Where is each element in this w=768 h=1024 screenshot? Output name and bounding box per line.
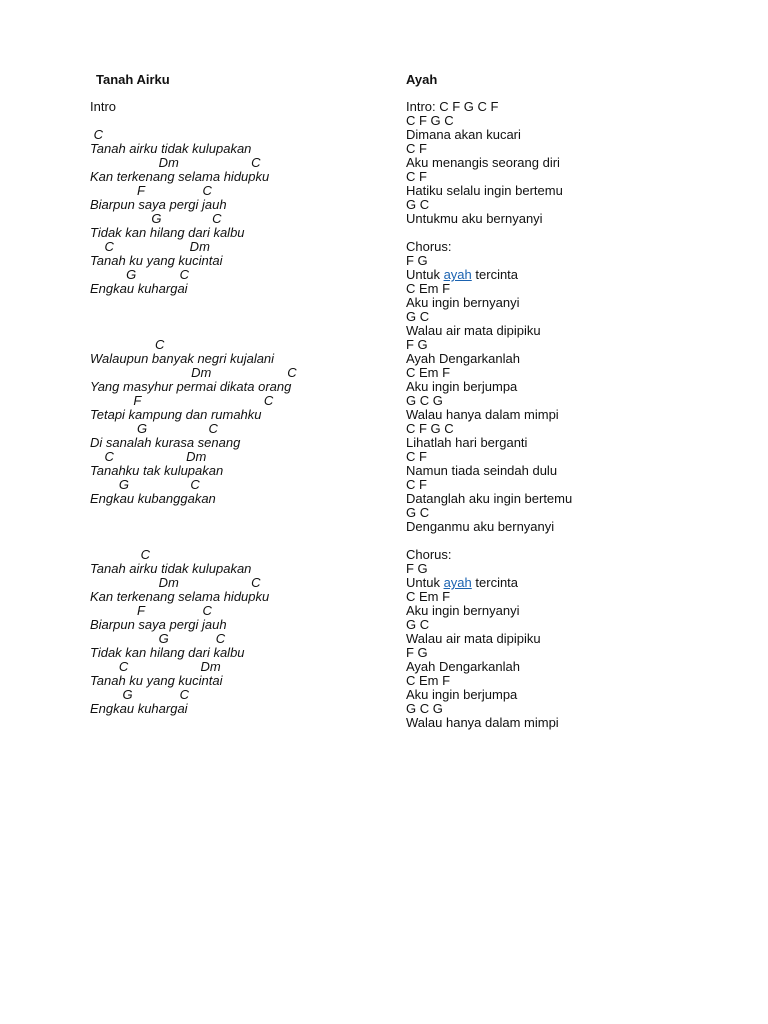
text-line: Aku ingin berjumpa [406,379,518,394]
lyric-line: Biarpun saya pergi jauh [90,197,227,212]
song-tanah-airku [90,72,390,716]
text-line: C F G C [406,113,454,128]
blank-line [90,310,390,324]
text-line: C Em F [406,589,451,604]
lyric-line: Tetapi kampung dan rumahku [90,407,262,422]
text-line: Chorus: [406,547,452,562]
chord-line: G C [90,687,189,702]
text-line: Untukmu aku bernyanyi [406,211,543,226]
lyric-line: Tanah ku yang kucintai [90,253,223,268]
text-line: G C [406,197,430,212]
chord-line: Dm C [90,365,297,380]
chord-line: F C [90,183,212,198]
chord-line: C [90,547,150,562]
blank-line [90,506,390,520]
text-line: C Em F [406,673,451,688]
text-line: Hatiku selalu ingin bertemu [406,183,563,198]
text-line: F G [406,561,428,576]
chord-line: Dm C [90,155,261,170]
text-line: Datanglah aku ingin bertemu [406,491,573,506]
lyric-line: Tanahku tak kulupakan [90,463,224,478]
lyric-line: Kan terkenang selama hidupku [90,169,270,184]
chord-line: G C [90,267,189,282]
text-line: G C [406,505,430,520]
text-segment: Untuk [406,575,444,590]
chord-line: G C [90,421,218,436]
lyric-line: Engkau kuhargai [90,281,188,296]
ayah-link[interactable]: ayah [443,575,472,590]
song-title: Tanah Airku [96,72,170,87]
text-line: C F [406,449,427,464]
text-line: Aku menangis seorang diri [406,155,560,170]
chord-line: G C [90,631,226,646]
text-line: Intro [90,99,117,114]
text-line: Walau air mata dipipiku [406,323,541,338]
text-line: C Em F [406,365,451,380]
text-line: Ayah Dengarkanlah [406,351,520,366]
lyric-line: Tanah airku tidak kulupakan [90,141,252,156]
lyric-line: Yang masyhur permai dikata orang [90,379,292,394]
blank-line [406,534,736,548]
text-line: G C [406,309,430,324]
chord-line: C [90,337,165,352]
text-line: Aku ingin berjumpa [406,687,518,702]
text-line: Walau hanya dalam mimpi [406,407,559,422]
lyric-line: Engkau kuhargai [90,701,188,716]
chord-line: F C [90,603,212,618]
blank-line [90,114,390,128]
chord-line: C Dm [90,659,221,674]
lyric-line: Tidak kan hilang dari kalbu [90,645,245,660]
text-line: Aku ingin bernyanyi [406,603,520,618]
text-segment: Untuk [406,267,444,282]
text-line: Walau hanya dalam mimpi [406,715,559,730]
song-lines [90,100,390,716]
text-line: Walau air mata dipipiku [406,631,541,646]
text-line: G C [406,617,430,632]
blank-line [90,520,390,534]
text-line: G C G [406,701,443,716]
song-ayah [406,72,736,730]
text-line: Namun tiada seindah dulu [406,463,558,478]
text-line: Lihatlah hari berganti [406,435,528,450]
text-line: F G [406,645,428,660]
blank-line [90,324,390,338]
text-segment: tercinta [471,575,519,590]
chord-line: F C [90,393,274,408]
lyric-line: Tidak kan hilang dari kalbu [90,225,245,240]
song-lines [406,100,736,730]
lyric-line: Engkau kubanggakan [90,491,216,506]
chord-line: Dm C [90,575,261,590]
blank-line [406,226,736,240]
text-line: Denganmu aku bernyanyi [406,519,555,534]
text-line: G C G [406,393,443,408]
lyric-line: Biarpun saya pergi jauh [90,617,227,632]
lyric-line: Tanah airku tidak kulupakan [90,561,252,576]
lyric-line: Kan terkenang selama hidupku [90,589,270,604]
blank-line [90,534,390,548]
text-line: Aku ingin bernyanyi [406,295,520,310]
chord-line: C Dm [90,239,210,254]
text-line: C F [406,141,427,156]
blank-line [90,296,390,310]
text-line: F G [406,253,428,268]
text-line: Dimana akan kucari [406,127,521,142]
lyric-line: Tanah ku yang kucintai [90,673,223,688]
text-segment: tercinta [471,267,519,282]
chord-line: G C [90,211,222,226]
text-line: C Em F [406,281,451,296]
text-line: Chorus: [406,239,452,254]
ayah-link[interactable]: ayah [443,267,472,282]
text-line: Intro: C F G C F [406,99,499,114]
song-title: Ayah [406,72,438,87]
text-line: C F G C [406,421,454,436]
text-line [406,576,736,590]
lyric-line: Di sanalah kurasa senang [90,435,241,450]
chord-line: C Dm [90,449,207,464]
text-line: Ayah Dengarkanlah [406,659,520,674]
text-line: F G [406,337,428,352]
text-line [406,268,736,282]
text-line: C F [406,477,427,492]
chord-line: C [90,127,103,142]
chord-line: G C [90,477,200,492]
lyric-line: Walaupun banyak negri kujalani [90,351,275,366]
text-line: C F [406,169,427,184]
